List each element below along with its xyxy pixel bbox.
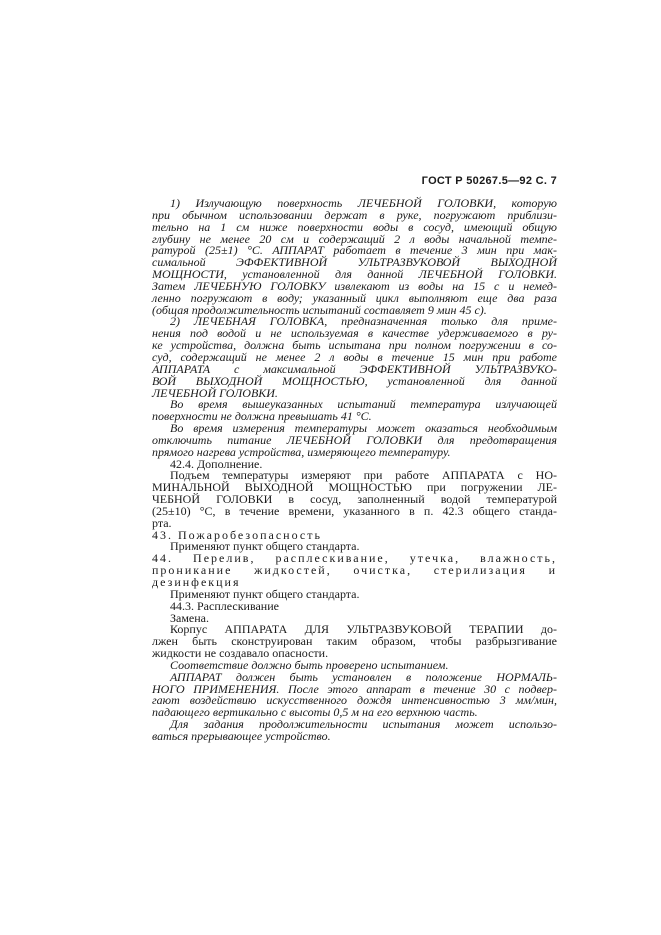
text-line: Затем ЛЕЧЕБНУЮ ГОЛОВКУ извлекают из воды на 15 с и немед- xyxy=(152,278,557,293)
text-line: Замена. xyxy=(170,610,210,625)
text-line: ВОЙ ВЫХОДНОЙ МОЩНОСТЬЮ, установленной для данной xyxy=(152,373,557,388)
text-line: ратурой (25±1) °C. АППАРАТ работает в течение 3 мин при мак- xyxy=(152,243,557,258)
text-line: Корпус АППАРАТА ДЛЯ УЛЬТРАЗВУКОВОЙ ТЕРАПИИ до- xyxy=(170,622,557,637)
text-line: тельно на 1 см ниже поверхности воды в сосуд, имеющий общую xyxy=(152,219,557,234)
section-heading: дезинфекция xyxy=(152,575,241,589)
text-line: НОГО ПРИМЕНЕНИЯ. После этого аппарат в течение 30 с подвер- xyxy=(152,681,557,696)
text-line: ленно погружают в воду; указанный цикл выполняют еще два раза xyxy=(152,290,557,305)
text-line: прямого нагрева устройства, измеряющего температуру. xyxy=(152,444,451,459)
text-line: Применяют пункт общего стандарта. xyxy=(170,586,360,601)
text-line: МОЩНОСТИ, установленной для данной ЛЕЧЕБНОЙ ГОЛОВКИ. xyxy=(152,267,557,282)
text-line: при обычном использовании держат в руке, погружают приблизи- xyxy=(152,207,557,222)
page-header: ГОСТ Р 50267.5—92 С. 7 xyxy=(421,175,557,187)
text-line: АППАРАТ должен быть установлен в положение НОРМАЛЬ- xyxy=(170,669,557,684)
text-line: 2) ЛЕЧЕБНАЯ ГОЛОВКА, предназначенная только для приме- xyxy=(170,314,557,329)
text-line: Во время измерения температуры может оказаться необходимым xyxy=(170,421,557,436)
text-line: нения под водой и не используемая в качестве удерживаемого в ру- xyxy=(152,326,557,341)
text-line: лжен быть сконструирован таким образом, чтобы разбрызгивание xyxy=(152,634,557,649)
text-line: поверхности не должна превышать 41 °C. xyxy=(152,409,372,424)
text-line: ЛЕЧЕБНОЙ ГОЛОВКИ. xyxy=(152,385,278,400)
section-heading: 42.4. Дополнение. xyxy=(170,456,263,471)
text-line: Для задания продолжительности испытания может использо- xyxy=(170,717,557,732)
text-line: гают воздействию искусственного дождя интенсивностью 3 мм/мин, xyxy=(152,693,557,708)
section-heading: 44. Перелив, расплескивание, утечка, влажность, xyxy=(152,551,557,566)
text-line: ваться прерывающее устройство. xyxy=(152,728,331,743)
section-heading: 44.3. Расплескивание xyxy=(170,598,279,613)
text-line: Соответствие должно быть проверено испытанием. xyxy=(170,657,449,672)
text-line: Применяют пункт общего стандарта. xyxy=(170,539,360,554)
text-line: (25±10) °C, в течение времени, указанного в п. 42.3 общего станда- xyxy=(152,503,557,518)
text-line: рта. xyxy=(152,515,172,530)
text-line: отключить питание ЛЕЧЕБНОЙ ГОЛОВКИ для предотвращения xyxy=(152,432,557,447)
text-line: ке устройства, должна быть испытана при полном погружении в со- xyxy=(152,338,557,353)
text-line: жидкости не создавало опасности. xyxy=(152,646,329,661)
text-line: (общая продолжительность испытаний составляет 9 мин 45 с). xyxy=(152,302,487,317)
text-line: суд, содержащий не менее 2 л воды в течение 15 мин при работе xyxy=(152,349,557,364)
section-heading: проникание жидкостей, очистка, стерилизация и xyxy=(152,563,557,578)
text-line: 1) Излучающую поверхность ЛЕЧЕБНОЙ ГОЛОВКИ, которую xyxy=(170,196,557,210)
text-line: АППАРАТА с максимальной ЭФФЕКТИВНОЙ УЛЬТРАЗВУКО- xyxy=(152,361,557,376)
text-line: падающего вертикально с высоты 0,5 м на его верхнюю часть. xyxy=(152,705,478,720)
text-line: Подъем температуры измеряют при работе АППАРАТА с НО- xyxy=(170,468,557,483)
text-line: МИНАЛЬНОЙ ВЫХОДНОЙ МОЩНОСТЬЮ при погружении ЛЕ- xyxy=(152,480,557,495)
text-line: Во время вышеуказанных испытаний температура излучающей xyxy=(170,397,557,412)
text-line: ЧЕБНОЙ ГОЛОВКИ в сосуд, заполненный водой температурой xyxy=(152,492,557,507)
section-heading: 43. Пожаробезопасность xyxy=(152,527,322,542)
document-body xyxy=(152,198,557,743)
text-line: глубину не менее 20 см и содержащий 2 л воды начальной темпе- xyxy=(152,231,557,246)
text-line: симальной ЭФФЕКТИВНОЙ УЛЬТРАЗВУКОВОЙ ВЫХОДНОЙ xyxy=(152,255,557,270)
